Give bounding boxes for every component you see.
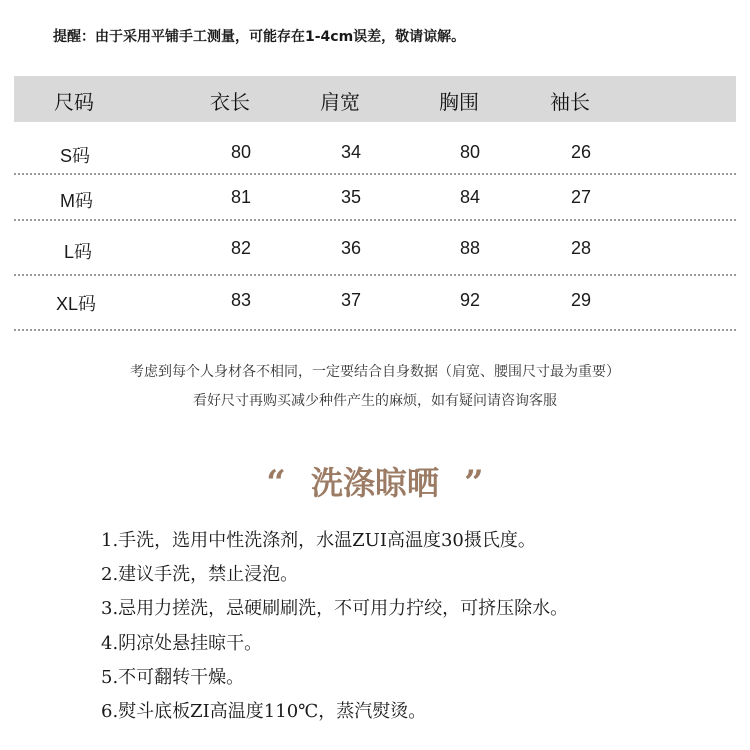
- cell-shoulder: 36: [341, 238, 362, 258]
- cell-shoulder: 37: [341, 290, 362, 310]
- header-shoulder: 肩宽: [320, 90, 360, 114]
- cell-length: 81: [231, 187, 252, 207]
- list-item: 4.阴凉处悬挂晾干。: [101, 632, 263, 654]
- cell-shoulder: 34: [341, 142, 362, 162]
- size-table-header: [14, 76, 736, 122]
- size-table: [14, 76, 736, 331]
- cell-size: XL码: [56, 294, 97, 314]
- list-item: 2.建议手洗，禁止浸泡。: [101, 564, 299, 586]
- cell-length: 82: [231, 238, 252, 258]
- cell-length: 80: [231, 142, 252, 162]
- list-item: 1.手洗，选用中性洗涤剂，水温ZUI高温度30摄氏度。: [101, 530, 536, 551]
- list-item: 5.不可翻转干燥。: [101, 666, 245, 688]
- table-row: [14, 221, 736, 276]
- table-row: [14, 122, 736, 175]
- cell-length: 83: [231, 290, 252, 310]
- table-row: [14, 276, 736, 331]
- cell-size: L码: [64, 242, 93, 262]
- cell-shoulder: 35: [341, 187, 362, 207]
- cell-sleeve: 26: [571, 142, 592, 162]
- fit-note-1: 考虑到每个人身材各不相同，一定要结合自身数据（肩宽、腰围尺寸最为重要）: [130, 364, 620, 380]
- cell-chest: 88: [460, 238, 481, 258]
- header-length: 衣长: [210, 90, 250, 114]
- cell-sleeve: 29: [571, 290, 592, 310]
- cell-size: S码: [60, 146, 91, 166]
- wash-title-text: 洗涤晾晒: [310, 464, 439, 502]
- header-size: 尺码: [54, 90, 94, 114]
- list-item: 6.熨斗底板ZI高温度110℃，蒸汽熨烫。: [101, 700, 427, 722]
- list-item: 3.忌用力搓洗，忌硬刷刷洗，不可用力拧绞，可挤压除水。: [101, 598, 569, 620]
- cell-sleeve: 27: [571, 187, 592, 207]
- fit-note-2: 看好尺寸再购买减少种件产生的麻烦，如有疑问请咨询客服: [193, 393, 557, 409]
- measurement-notice: 提醒：由于采用平铺手工测量，可能存在1-4cm误差，敬请谅解。: [53, 29, 466, 45]
- header-sleeve: 袖长: [550, 90, 590, 114]
- wash-section-title: [0, 458, 750, 504]
- cell-chest: 92: [460, 290, 481, 310]
- cell-chest: 80: [460, 142, 481, 162]
- cell-size: M码: [60, 191, 93, 211]
- open-quote: “: [266, 463, 286, 503]
- cell-chest: 84: [460, 187, 481, 207]
- close-quote: ”: [464, 463, 484, 503]
- wash-instructions: [101, 527, 568, 732]
- table-row: [14, 175, 736, 221]
- cell-sleeve: 28: [571, 238, 592, 258]
- header-chest: 胸围: [439, 90, 479, 114]
